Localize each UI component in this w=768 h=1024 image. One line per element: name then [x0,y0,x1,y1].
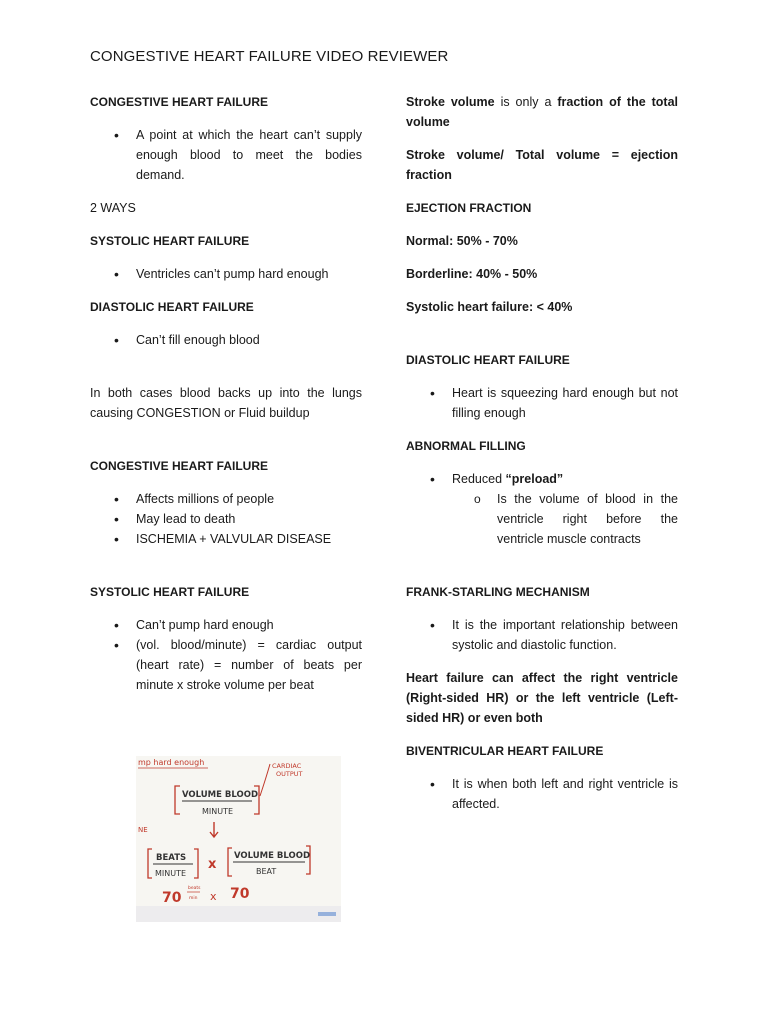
chf-heading: CONGESTIVE HEART FAILURE [90,95,269,109]
wb-minute2: MINUTE [155,869,187,878]
diastolic-heading-right: DIASTOLIC HEART FAILURE [406,353,570,367]
list-item: • A point at which the heart can’t supply enough blood to meet the bodies demand. [90,125,362,185]
page-title: CONGESTIVE HEART FAILURE VIDEO REVIEWER [90,48,449,65]
list-item: • ISCHEMIA + VALVULAR DISEASE [90,529,362,549]
wb-minute: MINUTE [202,807,234,816]
normal-range: Normal: 50% - 70% [406,234,518,248]
wb-top-text: mp hard enough [138,758,205,767]
wb-cardiac: CARDIAC [272,762,302,770]
cardiac-output-whiteboard-image [136,756,341,922]
both-cases-paragraph: In both cases blood backs up into the lungs causing CONGESTION or Fluid buildup [90,386,362,420]
wb-watermark-logo [318,912,336,916]
list-item: • It is when both left and right ventricle is affected. [406,774,678,814]
list-item: • Heart is squeezing hard enough but not filling enough [406,383,678,423]
wb-beats: BEATS [156,853,187,863]
right-column [406,92,678,827]
borderline-range: Borderline: 40% - 50% [406,267,538,281]
list-item: • Reduced “preload” o Is the volume of blood in the ventricle right before the ventricle muscle contracts [406,469,678,549]
wb-times2: x [210,890,217,903]
chf2-list [90,489,362,549]
biventricular-list [406,774,678,814]
hf-affect-paragraph: Heart failure can affect the right ventricle (Right-sided HR) or the left ventricle (Left-sided HR) or even both [406,671,678,725]
systolic2-list [90,615,362,695]
list-item: • Affects millions of people [90,489,362,509]
wb-seventy-left: 70 [162,890,182,906]
preload-sub-list [452,489,678,549]
left-column [90,92,362,708]
systolic-hf-range: Systolic heart failure: < 40% [406,300,573,314]
wb-times: x [208,857,217,872]
wb-bracket-right [194,849,198,878]
wb-bracket-left [228,848,232,876]
list-item: • May lead to death [90,509,362,529]
list-item: • Can’t fill enough blood [90,330,362,350]
list-item: • Can’t pump hard enough [90,615,362,635]
list-item: • It is the important relationship between systolic and diastolic function. [406,615,678,655]
list-item: • (vol. blood/minute) = cardiac output (heart rate) = number of beats per minute x stroke volume per beat [90,635,362,695]
two-ways-label: 2 WAYS [90,201,136,215]
frank-starling-list [406,615,678,655]
wb-min-small: min [189,896,198,901]
wb-beats-small: beats [188,886,201,891]
wb-volume-blood2: VOLUME BLOOD [234,851,310,861]
wb-seventy-right: 70 [230,886,250,902]
wb-down-arrow-icon [210,822,218,837]
systolic-heading: SYSTOLIC HEART FAILURE [90,234,250,248]
frank-starling-heading: FRANK-STARLING MECHANISM [406,585,590,599]
wb-video-bar [136,906,341,922]
biventricular-heading: BIVENTRICULAR HEART FAILURE [406,744,604,758]
systolic-list [90,264,362,284]
wb-bracket-left [148,849,152,878]
systolic2-heading: SYSTOLIC HEART FAILURE [90,585,250,599]
stroke-volume-formula: Stroke volume/ Total volume = ejection fraction [406,148,678,182]
wb-beat: BEAT [256,867,277,876]
abnormal-filling-heading: ABNORMAL FILLING [406,439,526,453]
list-item: o Is the volume of blood in the ventricle right before the ventricle muscle contracts [452,489,678,549]
wb-side-mark: NE [138,826,148,834]
chf2-heading: CONGESTIVE HEART FAILURE [90,459,269,473]
list-item: • Ventricles can’t pump hard enough [90,264,362,284]
diastolic-list [90,330,362,350]
stroke-volume-fraction: Stroke volume is only a fraction of the total volume [406,95,678,129]
wb-volume-blood: VOLUME BLOOD [182,790,258,800]
wb-bracket-left [175,786,180,814]
wb-annotation-curve [260,764,270,796]
chf-definition-list [90,125,362,185]
diastolic-right-list [406,383,678,423]
wb-output: OUTPUT [276,770,303,778]
abnormal-filling-list [406,469,678,549]
ejection-fraction-heading: EJECTION FRACTION [406,201,532,215]
diastolic-heading: DIASTOLIC HEART FAILURE [90,300,254,314]
